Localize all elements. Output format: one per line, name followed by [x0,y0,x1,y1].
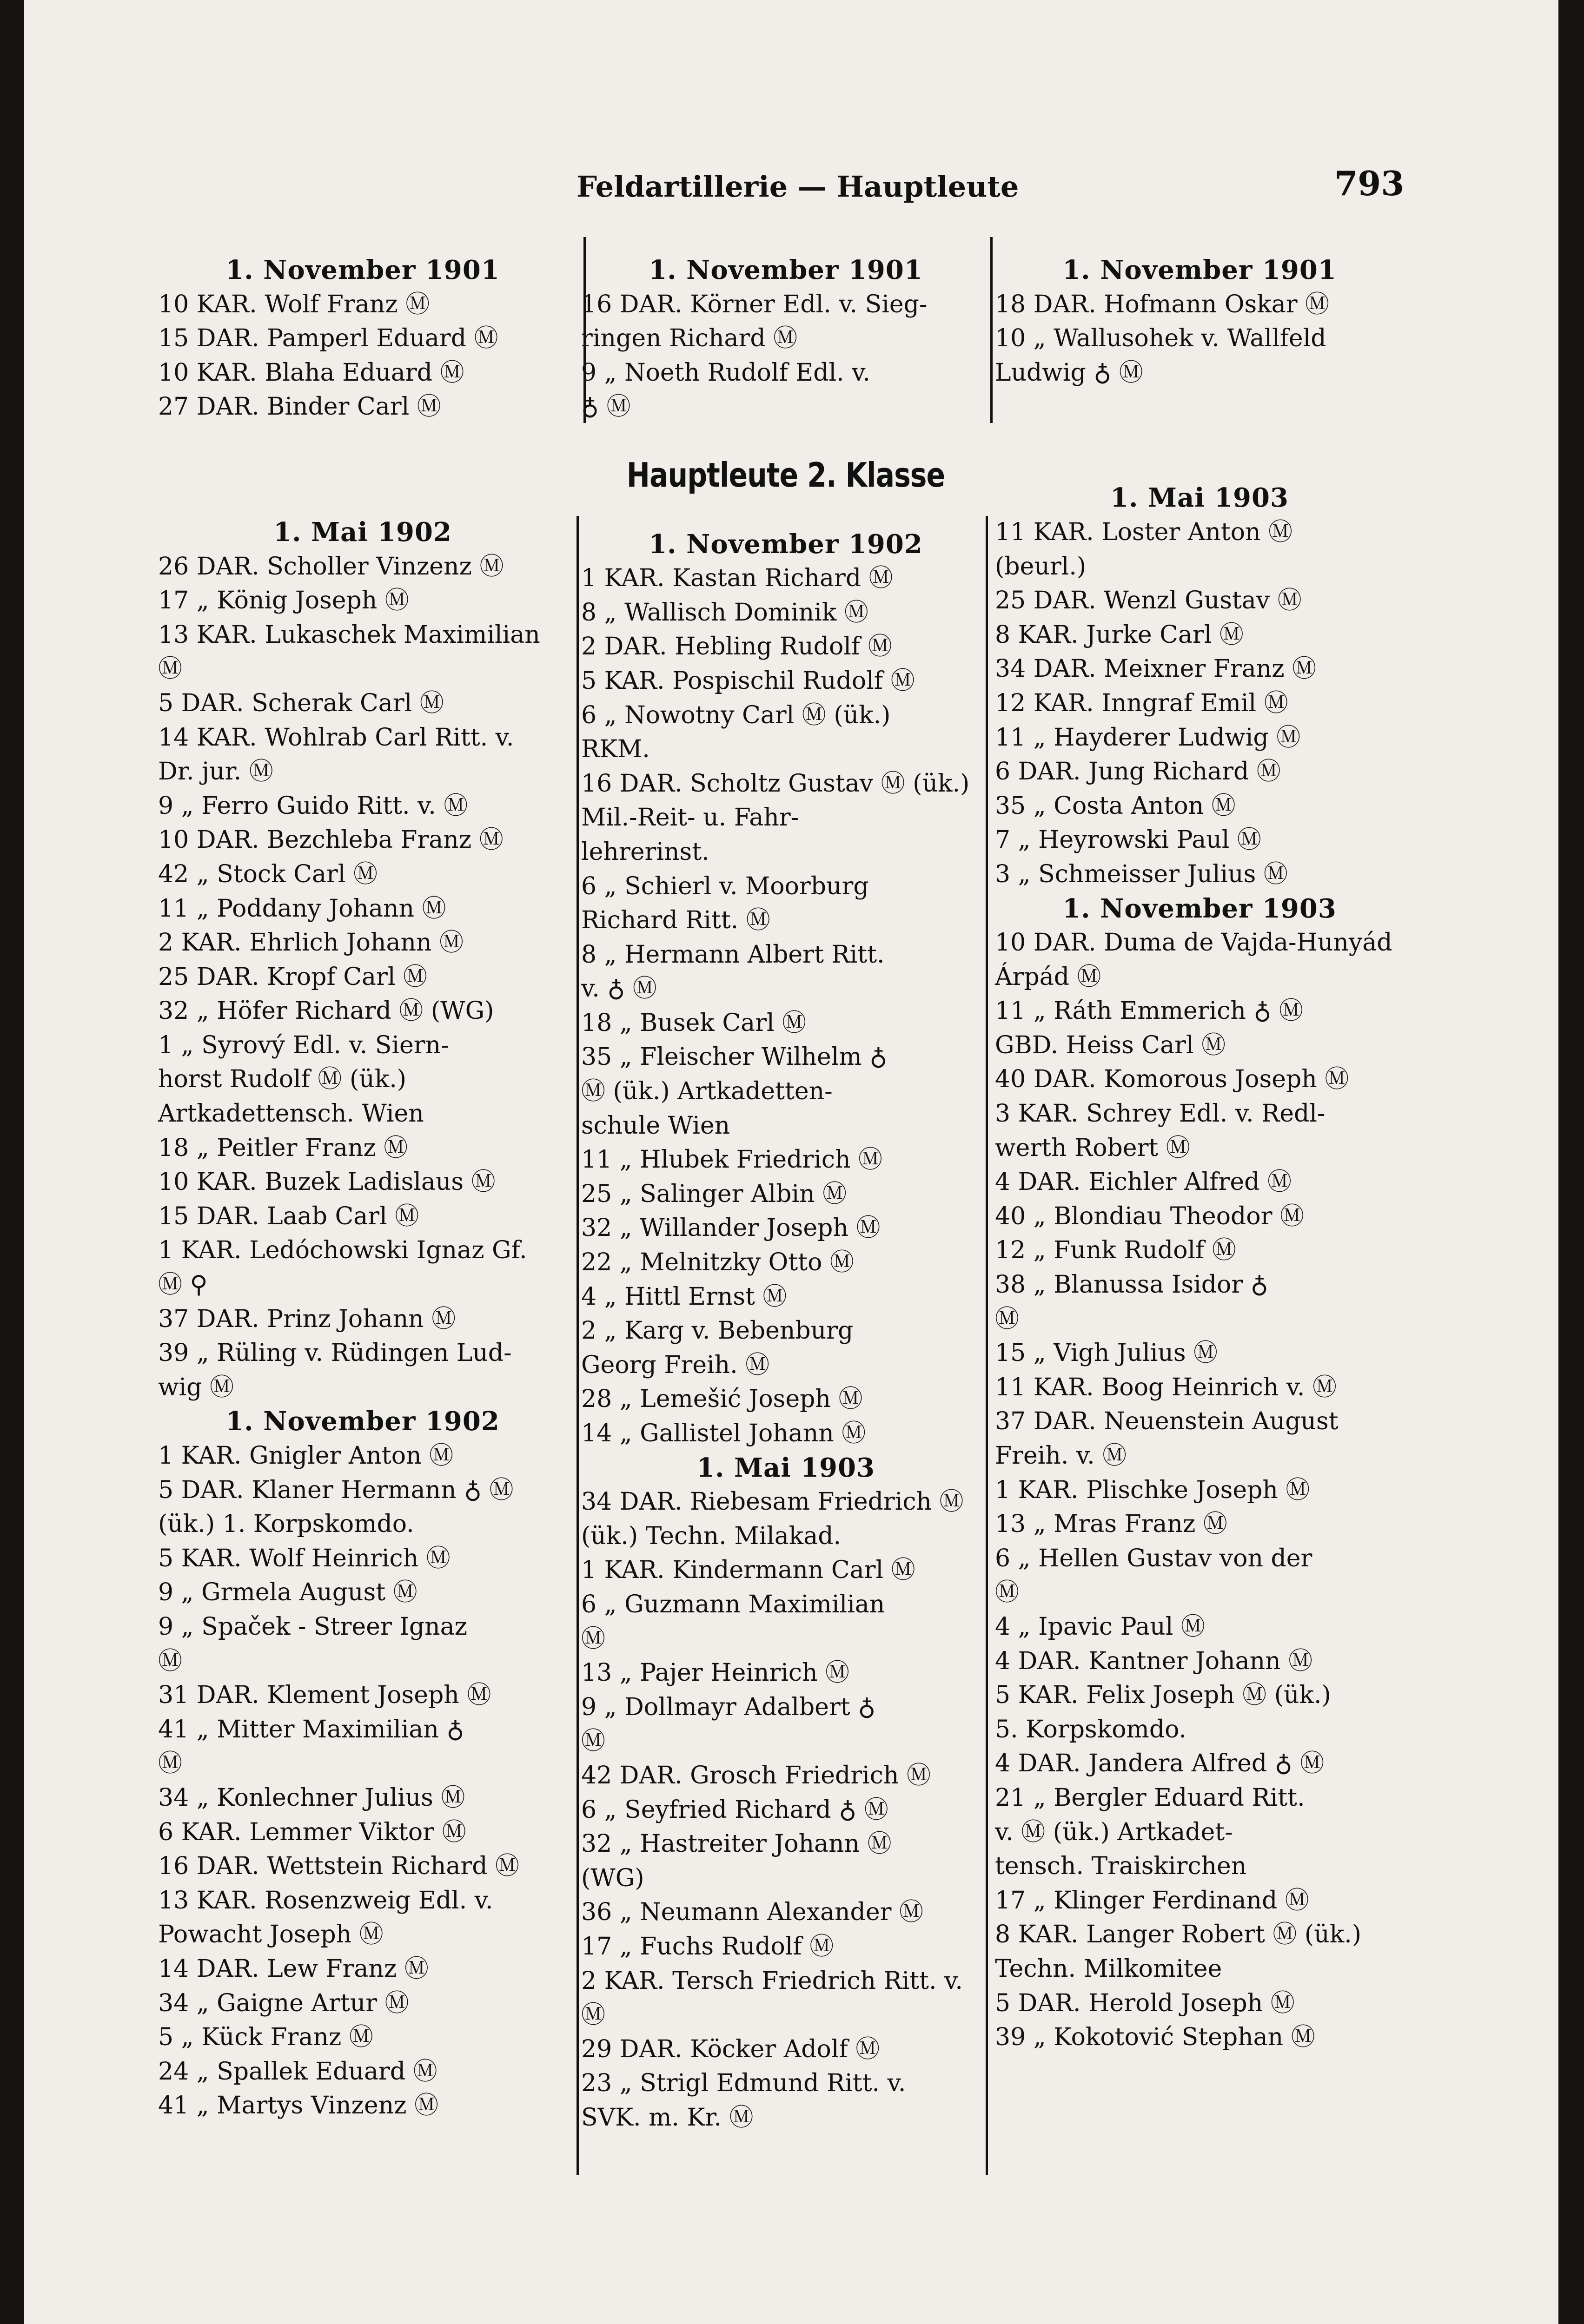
roster-entry: 11 KAR. Boog Heinrich v. Ⓜ [995,1373,1337,1401]
roster-entry: (WG) [581,1864,644,1892]
roster-entry: 10 KAR. Buzek Ladislaus Ⓜ [158,1168,496,1196]
roster-entry: 34 „ Konlechner Julius Ⓜ [158,1783,465,1812]
roster-entry: 40 „ Blondiau Theodor Ⓜ [995,1202,1304,1230]
roster-entry: 27 DAR. Binder Carl Ⓜ [158,393,441,421]
roster-entry: 32 „ Willander Joseph Ⓜ [581,1214,881,1242]
roster-entry: Dr. jur. Ⓜ [158,758,273,786]
roster-entry: 42 DAR. Grosch Friedrich Ⓜ [581,1761,931,1789]
roster-entry: 10 DAR. Bezchleba Franz Ⓜ [158,826,504,854]
roster-entry: 28 „ Lemešić Joseph Ⓜ [581,1385,863,1413]
roster-entry: 5 KAR. Felix Joseph Ⓜ (ük.) [995,1681,1331,1710]
roster-entry: 6 DAR. Jung Richard Ⓜ [995,758,1281,786]
roster-entry: 34 DAR. Riebesam Friedrich Ⓜ [581,1488,964,1516]
roster-entry: 39 „ Rüling v. Rüdingen Lud- [158,1339,512,1367]
roster-entry: 15 DAR. Laab Carl Ⓜ [158,1202,419,1230]
roster-entry: 5 DAR. Scherak Carl Ⓜ [158,689,444,717]
section-date-heading: 1. Mai 1902 [273,516,452,548]
roster-entry: Ⓜ [158,1750,183,1778]
roster-entry: Ⓜ [581,1727,606,1756]
roster-entry: 14 KAR. Wohlrab Carl Ritt. v. [158,723,514,752]
roster-entry: 37 DAR. Neuenstein August [995,1407,1339,1436]
roster-entry: 6 „ Guzmann Maximilian [581,1590,885,1618]
section-date-heading: 1. November 1902 [649,528,923,560]
roster-entry: 25 DAR. Wenzl Gustav Ⓜ [995,587,1302,615]
roster-entry: 32 „ Hastreiter Johann Ⓜ [581,1830,892,1858]
roster-entry: Ludwig ♁ Ⓜ [995,358,1143,387]
roster-entry: 14 DAR. Lew Franz Ⓜ [158,1954,429,1983]
roster-entry: Techn. Milkomitee [995,1954,1222,1983]
roster-entry: (ük.) Techn. Milakad. [581,1522,842,1550]
roster-entry: 2 „ Karg v. Bebenburg [581,1317,854,1345]
roster-entry: 11 „ Poddany Johann Ⓜ [158,894,446,923]
roster-entry: 5 KAR. Pospischil Rudolf Ⓜ [581,667,915,695]
roster-entry: 17 „ Fuchs Rudolf Ⓜ [581,1932,834,1961]
roster-entry: 16 DAR. Scholtz Gustav Ⓜ (ük.) [581,769,970,798]
roster-entry: 9 „ Dollmayr Adalbert ♁ [581,1693,876,1721]
roster-entry: Powacht Joseph Ⓜ [158,1921,384,1949]
section-date-heading: 1. Mai 1903 [696,1452,875,1483]
roster-entry: 32 „ Höfer Richard Ⓜ (WG) [158,997,494,1025]
spacer [581,493,990,528]
roster-entry: 38 „ Blanussa Isidor ♁ [995,1271,1268,1299]
roster-entry: 6 „ Nowotny Carl Ⓜ (ük.) [581,701,891,729]
roster-entry: Richard Ritt. Ⓜ [581,906,770,935]
roster-entry: 14 „ Gallistel Johann Ⓜ [581,1419,866,1447]
roster-entry: 18 DAR. Hofmann Oskar Ⓜ [995,290,1330,318]
roster-entry: 5 DAR. Herold Joseph Ⓜ [995,1989,1295,2017]
roster-entry: Ⓜ [995,1578,1020,1607]
running-header: Feldartillerie — Hauptleute [577,170,1019,204]
roster-entry: 2 KAR. Ehrlich Johann Ⓜ [158,929,464,957]
roster-entry: 9 „ Ferro Guido Ritt. v. Ⓜ [158,792,468,820]
roster-entry: 11 „ Ráth Emmerich ♁ Ⓜ [995,997,1303,1025]
roster-entry: 9 „ Noeth Rudolf Edl. v. [581,358,870,387]
roster-entry: 21 „ Bergler Eduard Ritt. [995,1783,1305,1812]
roster-entry: 11 „ Hayderer Ludwig Ⓜ [995,723,1301,752]
roster-entry: Árpád Ⓜ [995,963,1101,991]
roster-entry: 16 DAR. Wettstein Richard Ⓜ [158,1852,520,1881]
roster-entry: GBD. Heiss Carl Ⓜ [995,1031,1226,1059]
roster-entry: schule Wien [581,1111,730,1140]
roster-entry: Ⓜ [158,655,183,683]
roster-entry: 7 „ Heyrowski Paul Ⓜ [995,826,1261,854]
roster-entry: 9 „ Spaček - Streer Ignaz [158,1612,468,1641]
roster-entry: 8 „ Hermann Albert Ritt. [581,940,885,969]
roster-entry: lehrerinst. [581,838,709,866]
section-date-heading: 1. Mai 1903 [1110,482,1289,514]
roster-entry: 8 KAR. Jurke Carl Ⓜ [995,621,1244,649]
spacer [995,447,1404,481]
roster-entry: 10 KAR. Blaha Eduard Ⓜ [158,358,464,387]
roster-entry: 5 DAR. Klaner Hermann ♁ Ⓜ [158,1476,514,1504]
roster-entry: 41 „ Martys Vinzenz Ⓜ [158,2092,439,2120]
roster-entry: SVK. m. Kr. Ⓜ [581,2103,754,2132]
spacer [158,424,567,481]
roster-entry: v. Ⓜ (ük.) Artkadet- [995,1818,1233,1846]
roster-entry: 8 KAR. Langer Robert Ⓜ (ük.) [995,1921,1362,1949]
roster-entry: 1 KAR. Kindermann Carl Ⓜ [581,1556,915,1585]
roster-entry: 1 „ Syrový Edl. v. Siern- [158,1031,449,1059]
roster-entry: 13 „ Pajer Heinrich Ⓜ [581,1659,849,1687]
roster-entry: Mil.-Reit- u. Fahr- [581,804,799,832]
roster-entry: 17 „ König Joseph Ⓜ [158,587,409,615]
roster-entry: 5. Korpskomdo. [995,1715,1187,1743]
roster-entry: 3 KAR. Schrey Edl. v. Redl- [995,1100,1326,1128]
roster-entry: 42 „ Stock Carl Ⓜ [158,860,378,888]
roster-entry: 6 „ Hellen Gustav von der [995,1544,1312,1572]
roster-entry: 4 „ Hittl Ernst Ⓜ [581,1282,787,1311]
roster-entry: 12 „ Funk Rudolf Ⓜ [995,1236,1236,1265]
roster-entry: 22 „ Melnitzky Otto Ⓜ [581,1248,854,1277]
roster-entry: 13 KAR. Lukaschek Maximilian [158,621,540,649]
roster-entry: 23 „ Strigl Edmund Ritt. v. [581,2069,906,2098]
roster-entry: 10 DAR. Duma de Vajda-Hunyád [995,929,1392,957]
section-date-heading: 1. November 1903 [1062,893,1337,924]
roster-entry: 3 „ Schmeisser Julius Ⓜ [995,860,1288,888]
page-number: 793 [1334,164,1405,203]
roster-entry: 26 DAR. Scholler Vinzenz Ⓜ [158,552,504,581]
column-3 [995,253,1404,2055]
roster-entry: ringen Richard Ⓜ [581,324,798,353]
roster-entry: 12 KAR. Inngraf Emil Ⓜ [995,689,1288,717]
spacer [995,390,1404,447]
roster-entry: 11 KAR. Loster Anton Ⓜ [995,518,1293,546]
roster-entry: 13 KAR. Rosenzweig Edl. v. [158,1886,493,1915]
roster-entry: Freih. v. Ⓜ [995,1442,1127,1470]
roster-entry: 37 DAR. Prinz Johann Ⓜ [158,1305,456,1333]
roster-entry: Ⓜ [581,1624,606,1653]
roster-entry: 13 „ Mras Franz Ⓜ [995,1510,1227,1538]
roster-entry: 15 „ Vigh Julius Ⓜ [995,1339,1218,1367]
roster-entry: 35 „ Fleischer Wilhelm ♁ [581,1043,888,1071]
roster-entry: 2 DAR. Hebling Rudolf Ⓜ [581,633,892,661]
roster-entry: 6 „ Schierl v. Moorburg [581,872,869,900]
roster-entry: tensch. Traiskirchen [995,1852,1247,1881]
roster-entry: 15 DAR. Pamperl Eduard Ⓜ [158,324,498,353]
roster-entry: 10 KAR. Wolf Franz Ⓜ [158,290,430,318]
roster-entry: ♁ Ⓜ [581,393,631,421]
roster-entry: 2 KAR. Tersch Friedrich Ritt. v. [581,1967,963,1995]
roster-entry: 4 DAR. Eichler Alfred Ⓜ [995,1168,1292,1196]
roster-entry: wig Ⓜ [158,1373,234,1401]
roster-entry: 24 „ Spallek Eduard Ⓜ [158,2057,437,2086]
roster-entry: 35 „ Costa Anton Ⓜ [995,792,1236,820]
roster-entry: 1 KAR. Gnigler Anton Ⓜ [158,1442,454,1470]
roster-entry: (beurl.) [995,552,1087,581]
roster-entry: 25 DAR. Kropf Carl Ⓜ [158,963,428,991]
roster-entry: 25 „ Salinger Albin Ⓜ [581,1180,847,1208]
column-divider [577,516,579,2175]
roster-entry: 31 DAR. Klement Joseph Ⓜ [158,1681,491,1710]
section-date-heading: 1. November 1901 [225,255,500,285]
roster-entry: 18 „ Busek Carl Ⓜ [581,1009,807,1037]
roster-entry: 16 DAR. Körner Edl. v. Sieg- [581,290,928,318]
roster-entry: Ⓜ [995,1305,1020,1333]
roster-entry: Ⓜ (ük.) Artkadetten- [581,1077,833,1106]
roster-entry: 10 „ Wallusohek v. Wallfeld [995,324,1326,353]
roster-entry: RKM. [581,735,650,764]
roster-entry: 5 KAR. Wolf Heinrich Ⓜ [158,1544,451,1572]
roster-entry: 36 „ Neumann Alexander Ⓜ [581,1898,923,1927]
column-1 [158,253,567,2123]
column-divider [990,237,993,423]
roster-entry: 6 „ Seyfried Richard ♁ Ⓜ [581,1796,888,1824]
roster-entry: 17 „ Klinger Ferdinand Ⓜ [995,1886,1309,1915]
roster-entry: 9 „ Grmela August Ⓜ [158,1578,418,1607]
spacer [581,424,990,459]
roster-entry: Ⓜ ⚲ [158,1271,208,1299]
roster-entry: Ⓜ [158,1647,183,1675]
roster-entry: Ⓜ [581,2001,606,2029]
roster-entry: 1 KAR. Plischke Joseph Ⓜ [995,1476,1310,1504]
section-date-heading: 1. November 1902 [225,1406,500,1437]
roster-entry: 34 DAR. Meixner Franz Ⓜ [995,655,1317,683]
roster-entry: horst Rudolf Ⓜ (ük.) [158,1065,407,1094]
roster-entry: werth Robert Ⓜ [995,1134,1190,1162]
roster-entry: 18 „ Peitler Franz Ⓜ [158,1134,408,1162]
roster-entry: (ük.) 1. Korpskomdo. [158,1510,414,1538]
roster-entry: 4 DAR. Kantner Johann Ⓜ [995,1647,1313,1675]
section-date-heading: 1. November 1901 [1062,255,1337,285]
roster-entry: 11 „ Hlubek Friedrich Ⓜ [581,1146,882,1174]
roster-entry: 29 DAR. Köcker Adolf Ⓜ [581,2035,880,2063]
class-heading: Hauptleute 2. Klasse [626,456,945,495]
roster-entry: Georg Freih. Ⓜ [581,1351,770,1379]
roster-entry: v. ♁ Ⓜ [581,975,657,1003]
roster-entry: 1 KAR. Ledóchowski Ignaz Gf. [158,1236,527,1265]
roster-entry: 41 „ Mitter Maximilian ♁ [158,1715,464,1743]
roster-entry: 8 „ Wallisch Dominik Ⓜ [581,598,868,627]
roster-entry: 6 KAR. Lemmer Viktor Ⓜ [158,1818,466,1846]
roster-entry: 34 „ Gaigne Artur Ⓜ [158,1989,409,2017]
spacer [158,481,567,515]
section-date-heading: 1. November 1901 [649,255,923,285]
roster-entry: 5 „ Kück Franz Ⓜ [158,2023,373,2052]
roster-entry: 39 „ Kokotović Stephan Ⓜ [995,2023,1315,2052]
roster-entry: 4 „ Ipavic Paul Ⓜ [995,1612,1205,1641]
roster-entry: Artkadettensch. Wien [158,1100,424,1128]
roster-entry: 4 DAR. Jandera Alfred ♁ Ⓜ [995,1750,1325,1778]
roster-entry: 40 DAR. Komorous Joseph Ⓜ [995,1065,1349,1094]
roster-entry: 1 KAR. Kastan Richard Ⓜ [581,564,893,593]
column-2 [581,253,990,2135]
